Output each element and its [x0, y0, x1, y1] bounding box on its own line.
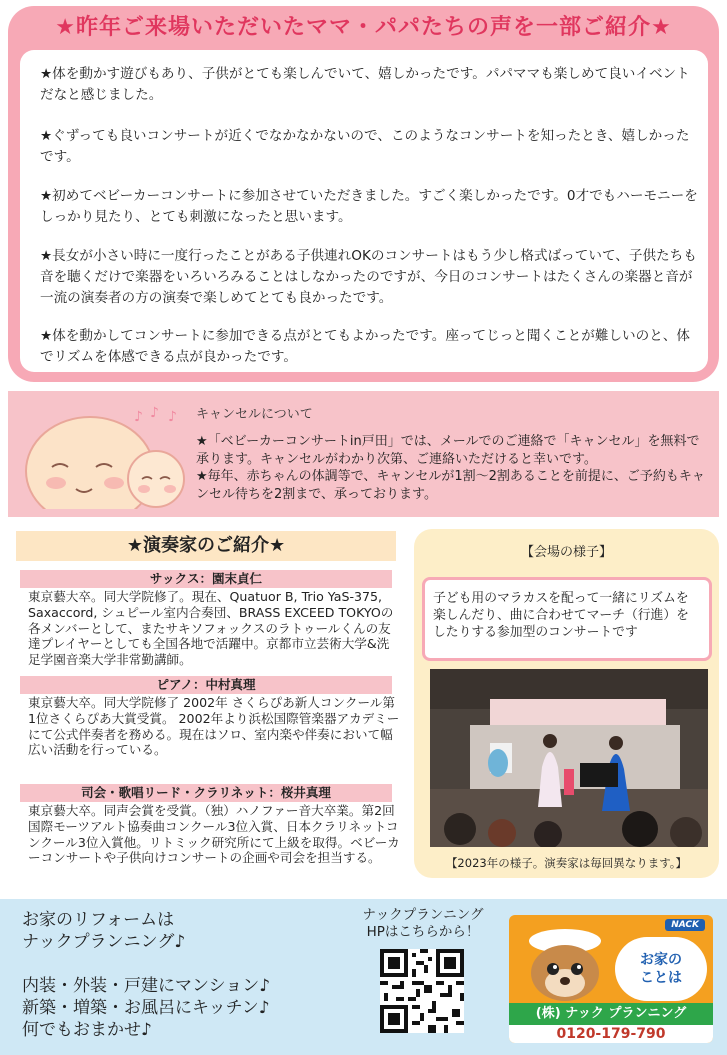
voices-title: ★昨年ご来場いただいたママ・パパたちの声を一部ご紹介★ — [55, 15, 672, 40]
voices-section — [8, 6, 719, 382]
performers-title: ★演奏家のご紹介★ — [16, 531, 396, 561]
svg-text:♪: ♪ — [168, 409, 177, 425]
venue-title: 【会場の様子】 — [520, 545, 612, 560]
bubble-line: ことは — [640, 970, 682, 986]
service-line: 内装・外装・戸建にマンション♪ — [22, 976, 271, 996]
company-name-band: (株) ナック プランニング — [509, 1003, 713, 1025]
voice-item: ★ぐずっても良いコンサートが近くでなかなかないので、このようなコンサートを知ったとき、嬉しかったです。 — [40, 128, 690, 165]
deer-mascot-icon — [515, 923, 615, 1005]
performer-bio: 東京藝大卒。同大学院修了 2002年 さくらぴあ新人コンクール第1位さくらぴあ大賞受賞。 2002年より浜松国際管楽器アカデミーにて公式伴奏者を務める。現在はソロ、室内楽や伴奏において幅広い活動を行っている。 — [28, 695, 400, 758]
voice-item: ★初めてベビーカーコンサートに参加させていただきました。すごく楽しかったです。0才でもハーモニーをしっかり見たり、とても刺激になったと思います。 — [40, 188, 698, 225]
service-line: 何でもおまかせ♪ — [22, 1020, 152, 1040]
cancel-section — [8, 391, 719, 517]
footer — [0, 899, 727, 1055]
qr-code[interactable] — [380, 949, 464, 1033]
voice-item: ★体を動かす遊びもあり、子供がとても楽しんでいて、嬉しかったです。パパママも楽しめて良いイベントだなと感じました。 — [40, 66, 690, 103]
cancel-title: キャンセルについて — [196, 407, 313, 422]
reform-line: お家のリフォームは — [22, 910, 175, 930]
reform-line: ナックプランニング♪ — [22, 932, 186, 952]
nack-logo: NACK — [665, 919, 705, 931]
hp-line: ナックプランニング — [362, 907, 484, 923]
cancel-body — [196, 433, 708, 503]
hp-text — [348, 907, 498, 941]
phone-number[interactable]: 0120-179-790 — [509, 1025, 713, 1043]
performer-heading: ピアノ：中村真理 — [20, 676, 392, 694]
performer-bio: 東京藝大卒。同声会賞を受賞。（独）ハノファー音大卒業。第2回国際モーツアルト協奏曲コンクール3位入賞、日本クラリネットコンクール3位入賞他。リトミック研究所にて上級を取得。ベビーカーコンサートや子供向けコンサートの企画や司会を担当する。 — [28, 803, 400, 866]
performer-heading: サックス：園末貞仁 — [20, 570, 392, 588]
nack-ad-banner[interactable] — [509, 915, 713, 1043]
music-notes-icon — [134, 405, 177, 425]
svg-text:♪: ♪ — [134, 409, 143, 425]
performer-heading: 司会・歌唱リード・クラリネット：桜井真理 — [20, 784, 392, 802]
cancel-paragraph: ★毎年、赤ちゃんの体調等で、キャンセルが1割～2割あることを前提に、ご予約もキャンセル待ちを2割まで、承っております。 — [196, 469, 705, 502]
voices-panel — [20, 50, 708, 372]
baby-illustration — [16, 397, 188, 509]
cancel-paragraph: ★「ベビーカーコンサートin戸田」では、メールでのご連絡で「キャンセル」を無料で承ります。キャンセルがわかり次第、ご連絡いただけると幸いです。 — [196, 434, 700, 467]
venue-section — [414, 529, 719, 878]
performer-bio: 東京藝大卒。同大学院修了。現在、Quatuor B, Trio YaS-375, Saxaccord, シュピール室内合奏団、BRASS EXCEED TOKYOの各メンバーとして、またサキソフォックスのラトゥールくんの友達プレイヤーとしても全国各地で活躍中。京都市立芸術大学&洗足学園音楽大学非常勤講師。 — [28, 589, 394, 668]
service-line: 新築・増築・お風呂にキッチン♪ — [22, 998, 270, 1018]
svg-text:♪: ♪ — [150, 405, 159, 421]
reform-text — [22, 909, 270, 1041]
concert-photo — [430, 669, 708, 847]
bubble-line: お家の — [640, 952, 682, 968]
venue-caption: 【2023年の様子。演奏家は毎回異なります。】 — [445, 856, 688, 870]
hp-line: HPはこちらから！ — [366, 924, 480, 940]
voice-item: ★体を動かしてコンサートに参加できる点がとてもよかったです。座ってじっと聞くことが難しいのと、体でリズムを体感できる点が良かったです。 — [40, 328, 691, 365]
venue-description: 子ども用のマラカスを配って一緒にリズムを楽しんだり、曲に合わせてマーチ（行進）をしたりする参加型のコンサートです — [422, 577, 712, 661]
nack-bubble — [615, 937, 707, 1001]
voice-item: ★長女が小さい時に一度行ったことがある子供連れOKのコンサートはもう少し格式ばっていて、子供たちも音を聴くだけで楽器をいろいろみることはしなかったのですが、今日のコンサートはたくさんの楽器と音が一流の演奏者の方の演奏で楽しめてとても良かったです。 — [40, 248, 697, 306]
